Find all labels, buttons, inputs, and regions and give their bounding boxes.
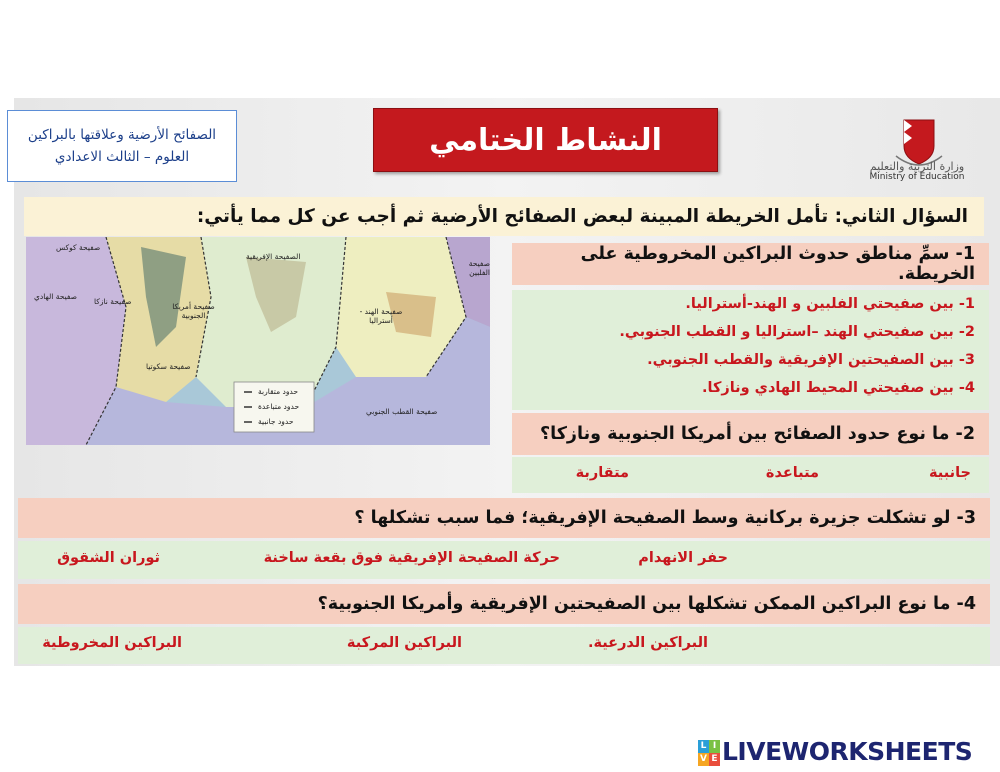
q2-option-convergent[interactable]: متقاربة — [575, 465, 629, 481]
page-title: النشاط الختامي — [373, 108, 718, 172]
q1-bar — [512, 243, 989, 285]
ministry-name-ar: وزارة التربية والتعليم — [869, 160, 965, 173]
q4-option-cinder[interactable]: البراكين المخروطية — [42, 635, 182, 651]
q1-answer-3: 3- بين الصفيحتين الإفريقية والقطب الجنوبي. — [647, 352, 975, 368]
logo-letter-i: I — [709, 740, 720, 753]
q3-option-hotspot[interactable]: حركة الصفيحة الإفريقية فوق بقعة ساخنة — [263, 550, 560, 566]
map-label-south-america: صفيحة أمريكا الجنوبية — [172, 302, 215, 320]
subject-line-2: العلوم – الثالث الاعدادي — [54, 149, 190, 165]
logo-letter-v: V — [698, 753, 709, 766]
liveworksheets-brand-text: LIVEWORKSHEETS — [722, 737, 973, 766]
subject-line-1: الصفائح الأرضية وعلاقتها بالبراكين — [27, 127, 217, 143]
ministry-name-en: Ministry of Education — [869, 172, 965, 182]
liveworksheets-logo[interactable] — [698, 737, 998, 769]
q1-answer-1: 1- بين صفيحتي الفلبين و الهند-أستراليا. — [685, 296, 975, 312]
tectonic-plates-map — [26, 237, 490, 445]
liveworksheets-logo-icon — [698, 740, 720, 766]
q3-bar — [18, 498, 990, 538]
q2-bar — [512, 413, 989, 455]
q1-answer-2: 2- بين صفيحتي الهند –استراليا و القطب الجنوبي. — [619, 324, 975, 340]
q4-option-shield[interactable]: البراكين الدرعية. — [587, 635, 708, 651]
main-question-text: السؤال الثاني: تأمل الخريطة المبينة لبعض الصفائح الأرضية ثم أجب عن كل مما يأتي: — [196, 206, 968, 227]
legend-convergent: حدود متقاربة — [258, 387, 299, 396]
map-label-african: الصفيحة الإفريقية — [246, 252, 301, 261]
q1-text: 1- سمِّ مناطق حدوث البراكين المخروطية على الخريطة. — [580, 244, 975, 284]
q4-text: 4- ما نوع البراكين الممكن تشكلها بين الصفيحتين الإفريقية وأمريكا الجنوبية؟ — [317, 594, 976, 614]
q4-option-composite[interactable]: البراكين المركبة — [346, 635, 462, 651]
q3-options-box — [18, 541, 990, 579]
q1-answers-box — [512, 290, 989, 410]
q3-option-rift[interactable]: حفر الانهدام — [638, 550, 728, 566]
q3-option-fissure[interactable]: ثوران الشقوق — [57, 550, 160, 566]
q2-text: 2- ما نوع حدود الصفائح بين أمريكا الجنوبية ونازكا؟ — [540, 424, 975, 444]
legend-divergent: حدود متباعدة — [258, 402, 300, 411]
main-question-bar — [24, 197, 984, 236]
map-label-india-australia: صفيحة الهند - أستراليا — [359, 307, 403, 325]
q2-options-box — [512, 457, 989, 493]
q1-answer-4: 4- بين صفيحتي المحيط الهادي ونازكا. — [702, 380, 975, 396]
map-label-scotia: صفيحة سكوتيا — [146, 362, 191, 371]
logo-letter-e: E — [709, 753, 720, 766]
legend-transform: حدود جانبية — [258, 417, 294, 426]
q2-option-divergent[interactable]: متباعدة — [765, 465, 819, 481]
map-label-antarctic: صفيحة القطب الجنوبي — [366, 407, 438, 416]
map-label-nazca: صفيحة نازكا — [94, 297, 132, 306]
q3-text: 3- لو تشكلت جزيرة بركانية وسط الصفيحة الإفريقية؛ فما سبب تشكلها ؟ — [354, 508, 976, 528]
q4-bar — [18, 584, 990, 624]
q2-option-transform[interactable]: جانبية — [929, 465, 971, 481]
logo-letter-l: L — [698, 740, 709, 753]
map-label-pacific: صفيحة الهادي — [34, 292, 77, 301]
ministry-name — [852, 161, 982, 183]
ministry-emblem-icon — [862, 112, 972, 196]
map-label-cocos: صفيحة كوكس — [56, 243, 101, 252]
map-label-philippine: صفيحة الفلبين — [468, 259, 490, 277]
subject-box — [7, 110, 237, 182]
q4-options-box — [18, 627, 990, 664]
